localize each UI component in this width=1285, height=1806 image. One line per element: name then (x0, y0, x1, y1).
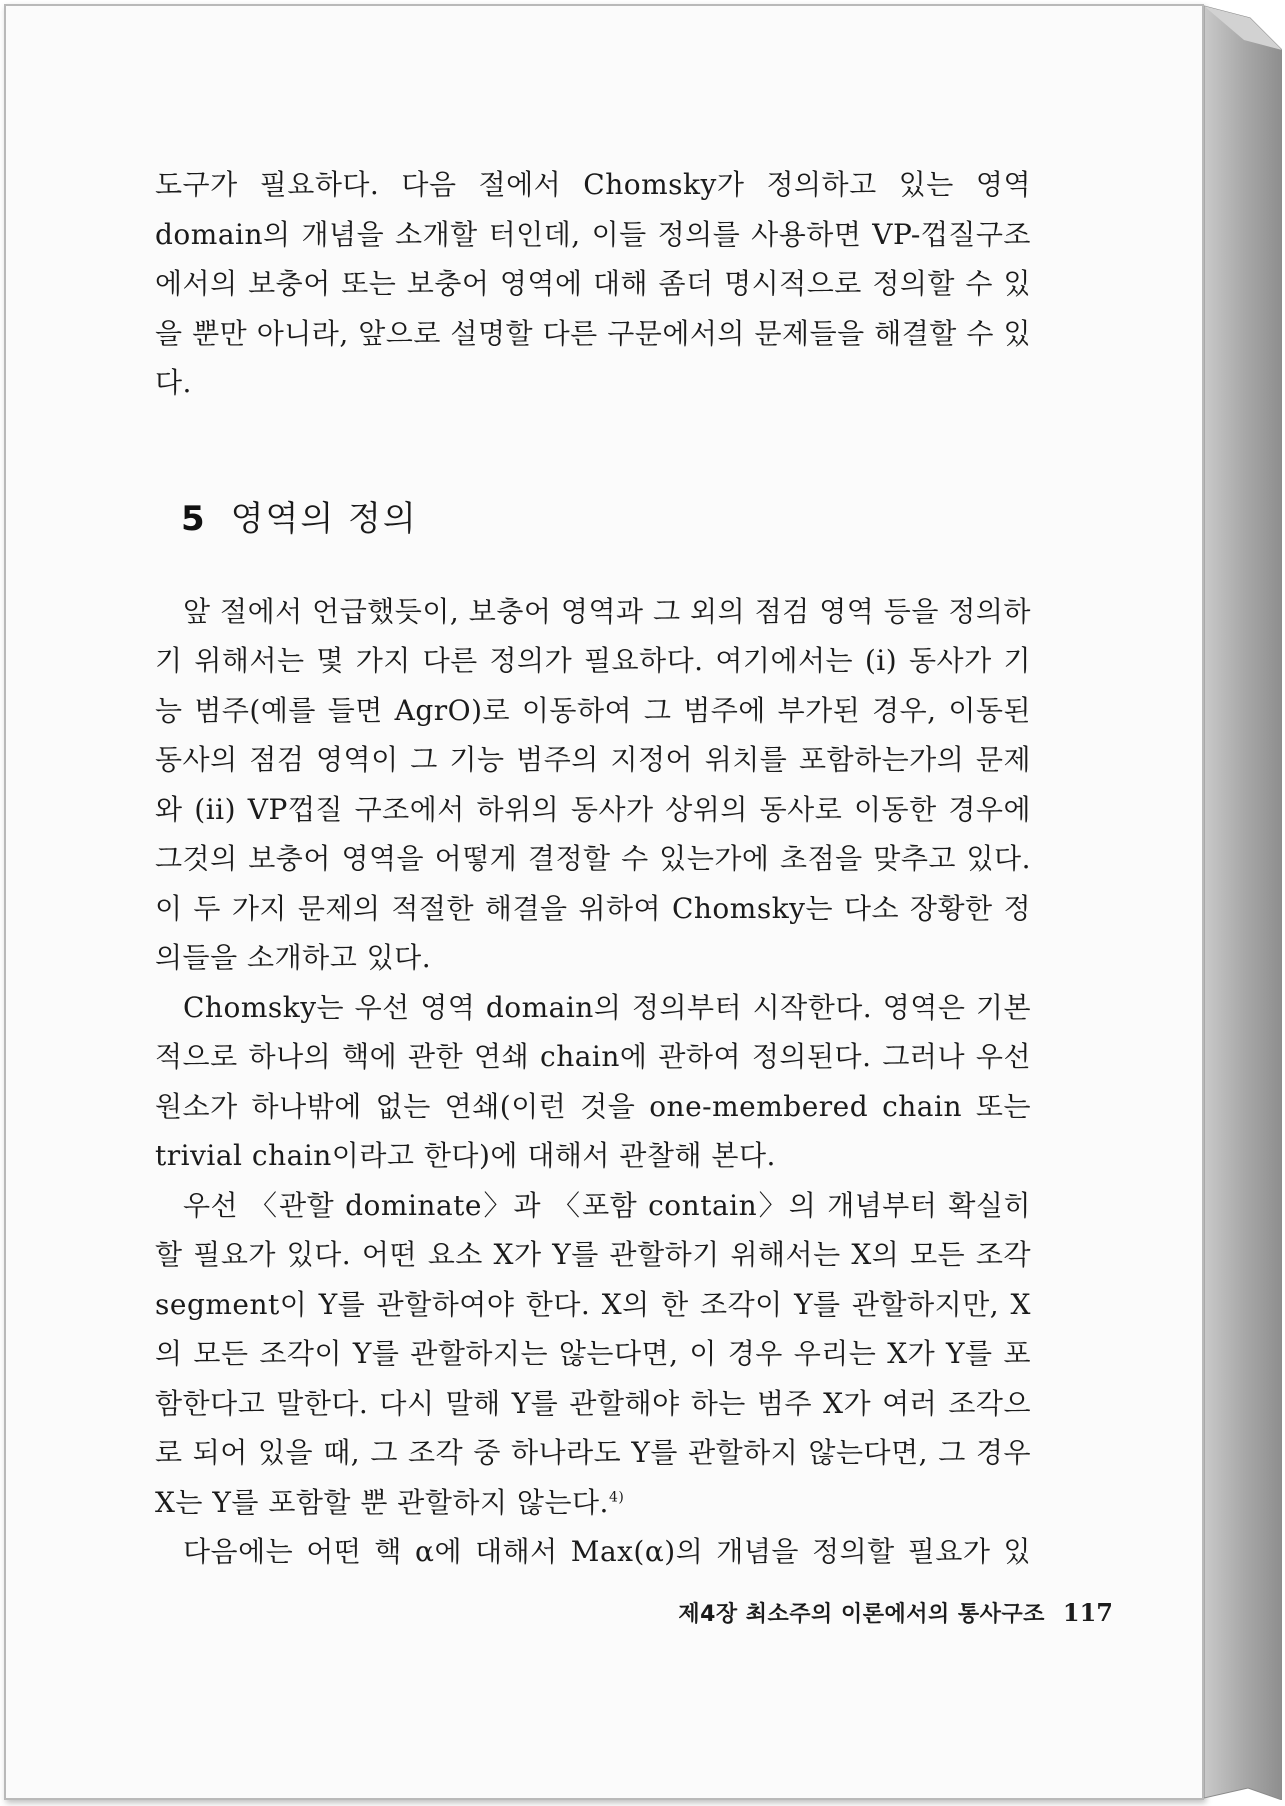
running-head: 제4장 최소주의 이론에서의 통사구조 (678, 1602, 1045, 1627)
section-heading (155, 491, 1031, 551)
text-block (155, 160, 1031, 1577)
footnote-reference: 4) (608, 1489, 625, 1506)
body-paragraph-3-text: 우선 〈관할 dominate〉과 〈포함 contain〉의 개념부터 확실히 할 필요가 있다. 어떤 요소 X가 Y를 관할하기 위해서는 X의 모든 조각 segment이 Y를 관할하여야 한다. X의 한 조각이 Y를 관할하지만, X의 모든 조각이 Y를 관할하지는 않는다면, 이 경우 우리는 X가 Y를 포함한다고 말한다. 다시 말해 Y를 관할해야 하는 범주 X가 여러 조각으로 되어 있을 때, 그 조각 중 하나라도 Y를 관할하지 않는다면, 그 경우 X는 Y를 포함할 뿐 관할하지 않는다. (155, 1188, 1031, 1519)
intro-paragraph: 도구가 필요하다. 다음 절에서 Chomsky가 정의하고 있는 영역domain의 개념을 소개할 터인데, 이들 정의를 사용하면 VP-껍질구조에서의 보충어 또는 보충어 영역에 대해 좀더 명시적으로 정의할 수 있을 뿐만 아니라, 앞으로 설명할 다른 구문에서의 문제들을 해결할 수 있다. (155, 168, 1031, 399)
page-number: 117 (1062, 1598, 1113, 1627)
body-paragraph-4: 다음에는 어떤 핵 α에 대해서 Max(α)의 개념을 정의할 필요가 있 (183, 1535, 1031, 1568)
section-body (155, 587, 1031, 1577)
page-footer (678, 1597, 1113, 1628)
book-side-edge-graphic (1204, 4, 1282, 1800)
body-paragraph-3 (155, 1181, 1031, 1528)
section-title: 영역의 정의 (230, 498, 418, 539)
book-side-edge (1204, 4, 1282, 1800)
body-paragraph-1: 앞 절에서 언급했듯이, 보충어 영역과 그 외의 점검 영역 등을 정의하기 위해서는 몇 가지 다른 정의가 필요하다. 여기에서는 (i) 동사가 기능 범주(예를 들면 AgrO)로 이동하여 그 범주에 부가된 경우, 이동된 동사의 점검 영역이 그 기능 범주의 지정어 위치를 포함하는가의 문제와 (ii) VP껍질 구조에서 하위의 동사가 상위의 동사로 이동한 경우에 그것의 보충어 영역을 어떻게 결정할 수 있는가에 초점을 맞추고 있다. 이 두 가지 문제의 적절한 해결을 위하여 Chomsky는 다소 장황한 정의들을 소개하고 있다. (155, 594, 1031, 974)
body-paragraph-2: Chomsky는 우선 영역 domain의 정의부터 시작한다. 영역은 기본적으로 하나의 핵에 관한 연쇄 chain에 관하여 정의된다. 그러나 우선 원소가 하나밖에 없는 연쇄(이런 것을 one-membered chain 또는 trivial chain이라고 한다)에 대해서 관찰해 본다. (155, 990, 1031, 1172)
section-number: 5 (181, 498, 205, 539)
